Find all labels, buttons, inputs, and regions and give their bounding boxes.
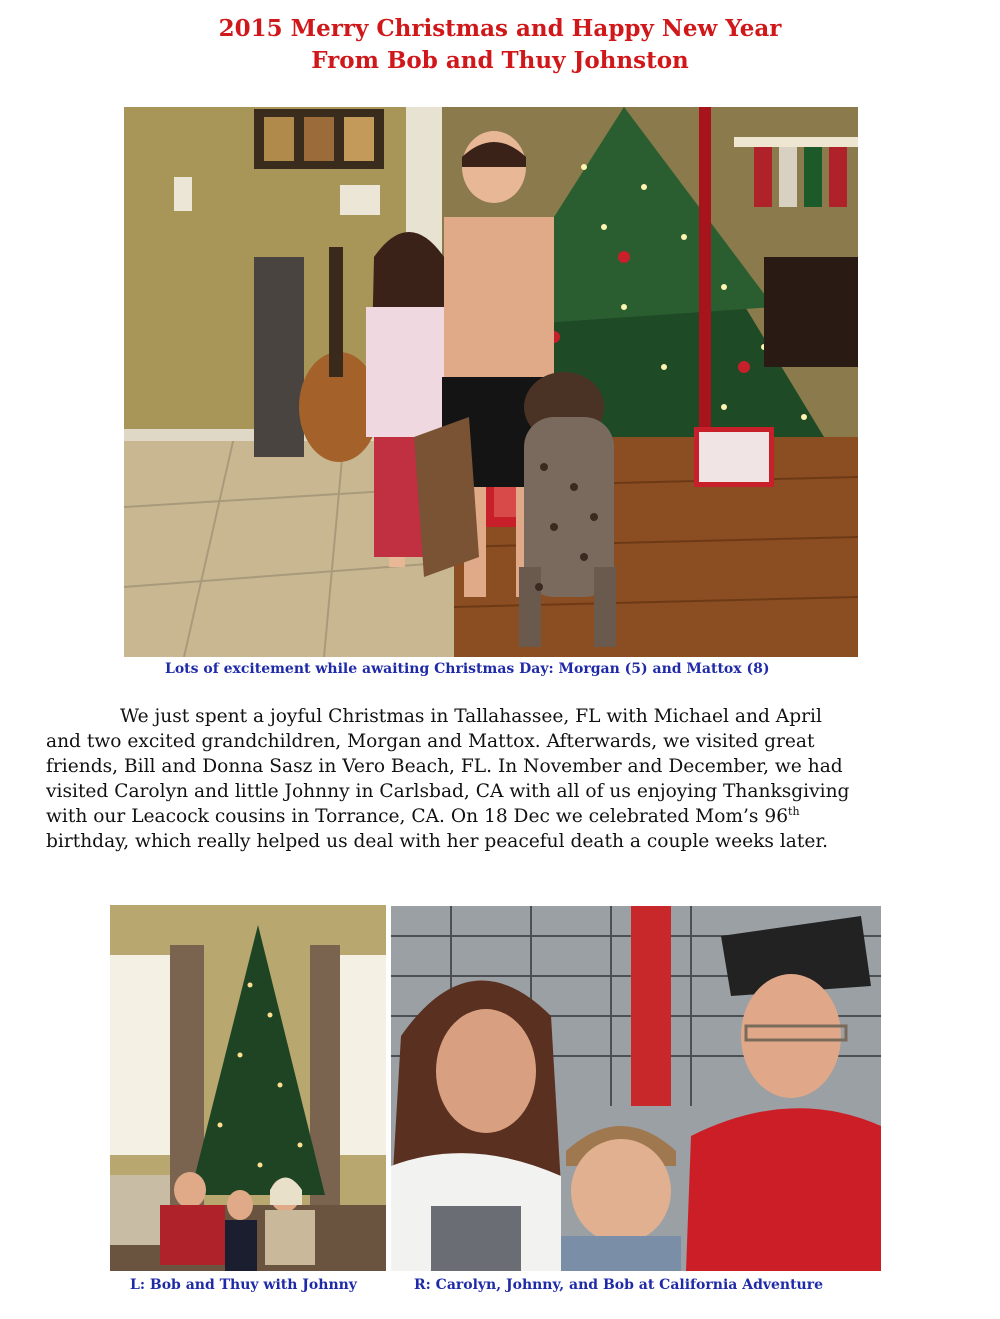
letter-line-1: We just spent a joyful Christmas in Tallahassee, FL with Michael and April (120, 706, 822, 727)
letter-subtitle: From Bob and Thuy Johnston (311, 47, 689, 74)
letter-line-2: and two excited grandchildren, Morgan and Mattox. Afterwards, we visited great (46, 731, 815, 752)
letter-line-4: visited Carolyn and little Johnny in Carlsbad, CA with all of us enjoying Thanksgiving (46, 781, 850, 802)
photo-carolyn-johnny-bob (391, 906, 881, 1271)
photo-carolyn-johnny-bob-illustration (391, 906, 881, 1271)
photo-christmas-tree-kids (124, 107, 858, 657)
letter-title: 2015 Merry Christmas and Happy New Year (218, 15, 782, 42)
photo-bob-thuy-johnny-illustration (110, 905, 386, 1271)
top-photo-caption: Lots of excitement while awaiting Christmas Day: Morgan (5) and Mattox (8) (165, 661, 770, 677)
photo-bob-thuy-johnny (110, 905, 386, 1271)
ordinal-suffix: th (788, 804, 800, 818)
letter-body (46, 704, 956, 854)
letter-line-5-text: with our Leacock cousins in Torrance, CA. On 18 Dec we celebrated Mom’s 96 (46, 806, 789, 827)
bottom-left-caption: L: Bob and Thuy with Johnny (130, 1277, 357, 1293)
letter-line-5 (46, 804, 956, 829)
bottom-right-caption: R: Carolyn, Johnny, and Bob at California Adventure (414, 1277, 824, 1293)
letter-line-3: friends, Bill and Donna Sasz in Vero Beach, FL. In November and December, we had (46, 756, 843, 777)
letter-line-6: birthday, which really helped us deal with her peaceful death a couple weeks later. (46, 831, 829, 852)
photo-christmas-tree-kids-illustration (124, 107, 858, 657)
